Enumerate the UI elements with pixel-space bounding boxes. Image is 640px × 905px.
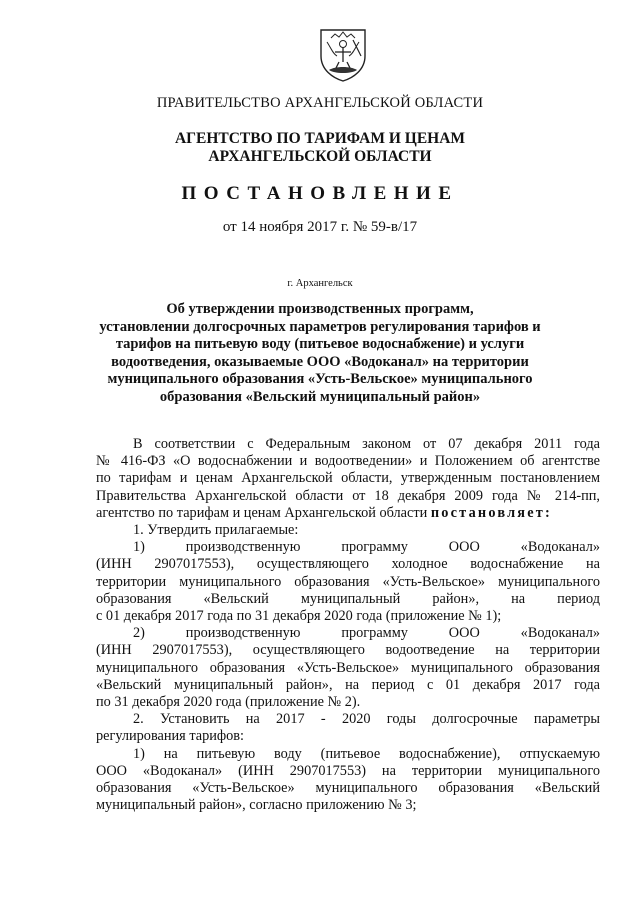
body-line: по тарифам и ценам Архангельской области, утвержденным постановлением <box>96 470 600 487</box>
agency-name-line2: АРХАНГЕЛЬСКОЙ ОБЛАСТИ <box>208 148 432 165</box>
body-line: 1) производственную программу ООО «Водоканал» <box>133 539 600 556</box>
body-line: с 01 декабря 2017 года по 31 декабря 2020 года (приложение № 1); <box>96 608 502 625</box>
body-line: образования «Усть-Вельское» муниципального образования «Вельский <box>96 780 600 797</box>
item-heading: 2. Установить на 2017 - 2020 годы долгосрочные параметры <box>133 711 600 728</box>
body-line: (ИНН 2907017553), осуществляющего водоотведение на территории <box>96 642 600 659</box>
subject-line: тарифов на питьевую воду (питьевое водоснабжение) и услуги <box>115 336 525 353</box>
body-line: муниципального образования «Усть-Вельское» муниципального образования <box>96 659 600 676</box>
body-line: территории муниципального образования «Усть-Вельское» муниципального <box>96 573 600 590</box>
body-line: «Вельский муниципальный район», на период с 01 декабря 2017 года <box>96 676 600 693</box>
subject-line: Об утверждении производственных программ, <box>166 301 474 317</box>
agency-name-line1: АГЕНТСТВО ПО ТАРИФАМ И ЦЕНАМ <box>174 130 466 147</box>
body-text: агентство по тарифам и ценам Архангельской области <box>96 504 431 521</box>
coat-of-arms-emblem <box>317 26 369 82</box>
item-heading: 1. Утвердить прилагаемые: <box>133 522 299 539</box>
agency-name <box>0 130 640 166</box>
issue-city: г. Архангельск <box>287 278 353 289</box>
body-line: образования «Вельский муниципальный район», на период <box>96 590 600 607</box>
subject-line: образования «Вельский муниципальный район» <box>159 388 481 405</box>
body-line: № 416-ФЗ «О водоснабжении и водоотведении» и Положением об агентстве <box>96 453 600 470</box>
decree-date-number: от 14 ноября 2017 г. № 59-в/17 <box>222 219 418 235</box>
resolves-keyword: постановляет: <box>430 504 552 521</box>
body-line: В соответствии с Федеральным законом от 07 декабря 2011 года <box>133 436 600 452</box>
body-line: муниципальный район», согласно приложению № 3; <box>96 797 417 814</box>
subject-line: водоотведения, оказываемые ООО «Водоканал» на территории <box>111 353 529 370</box>
decree-body <box>96 436 600 814</box>
subject-line: установлении долгосрочных параметров регулирования тарифов и <box>99 318 541 335</box>
government-name: ПРАВИТЕЛЬСТВО АРХАНГЕЛЬСКОЙ ОБЛАСТИ <box>156 95 484 111</box>
body-line: Правительства Архангельской области от 18 декабря 2009 года № 214-пп, <box>96 487 600 504</box>
body-line: (ИНН 2907017553), осуществляющего холодное водоснабжение на <box>96 556 600 573</box>
subject-line: муниципального образования «Усть-Вельское» муниципального <box>107 371 533 388</box>
body-line: 2) производственную программу ООО «Водоканал» <box>133 625 600 642</box>
body-line: по 31 декабря 2020 года (приложение № 2). <box>96 694 361 711</box>
decree-subject <box>0 301 640 407</box>
body-line: регулирования тарифов: <box>96 728 245 745</box>
body-line: ООО «Водоканал» (ИНН 2907017553) на территории муниципального <box>96 762 600 779</box>
body-line: 1) на питьевую воду (питьевое водоснабжение), отпускаемую <box>133 745 600 762</box>
body-line <box>96 505 600 522</box>
document-type-title: ПОСТАНОВЛЕНИЕ <box>181 183 459 204</box>
